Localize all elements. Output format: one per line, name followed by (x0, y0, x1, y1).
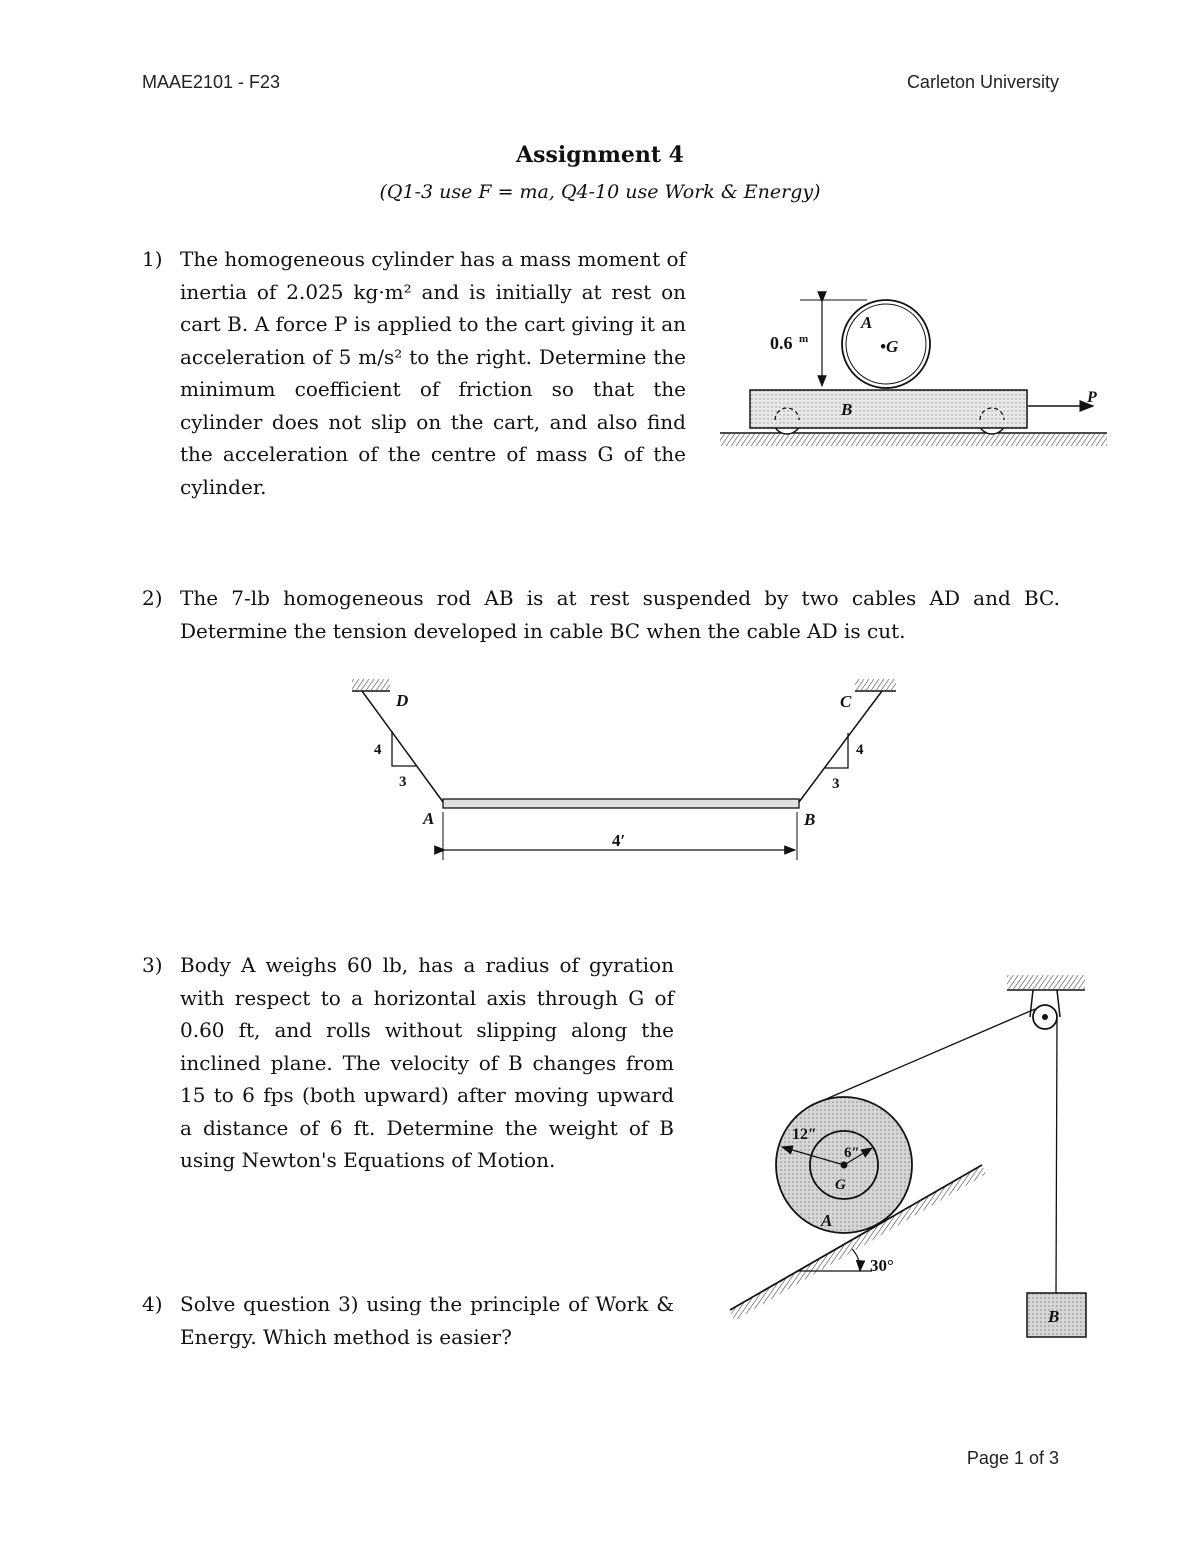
question-text: The homogeneous cylinder has a mass moment of inertia of 2.025 kg·m² and is initially at rest on cart B. A force P is applied to the cart giving it an acceleration of 5 m/s² to the right. Determine the minimum coefficient of friction so that the cylinder does not slip on the cart, and also find the acceleration of the centre of mass G of the cylinder. (180, 247, 686, 499)
page-subtitle: (Q1-3 use F = ma, Q4-10 use Work & Energy) (379, 181, 821, 203)
question-number: 4) (142, 1292, 163, 1316)
question-number: 2) (142, 586, 163, 610)
label-p: P (1087, 389, 1097, 406)
figure-incline-wheel (720, 965, 1100, 1345)
question-number: 3) (142, 953, 163, 977)
dimension-unit: m (799, 333, 809, 345)
question-text: The 7-lb homogeneous rod AB is at rest suspended by two cables AD and BC. Determine the tension developed in cable BC when the cable AD is cut. (180, 586, 1060, 643)
label-g: •G (880, 337, 899, 356)
label-b: B (841, 400, 853, 419)
left-slope-vertical: 4 (374, 742, 382, 758)
figure-suspended-rod (330, 670, 910, 870)
dimension-label: 0.6 (770, 333, 793, 353)
label-b: B (1048, 1307, 1060, 1326)
page-title: Assignment 4 (516, 142, 684, 168)
university-name: Carleton University (906, 72, 1059, 92)
course-code: MAAE2101 - F23 (142, 72, 281, 92)
label-a: A (821, 1211, 833, 1230)
label-c: C (840, 692, 852, 711)
question-text: Body A weighs 60 lb, has a radius of gyration with respect to a horizontal axis through G of 0.60 ft, and rolls without slipping along the inclined plane. The velocity of B changes from 15 to 6 fps (both upward) after moving upward a distance of 6 ft. Determine the weight of B using Newton's Equations of Motion. (180, 953, 674, 1172)
label-a: A (423, 809, 435, 828)
label-a: A (861, 313, 873, 332)
label-g: G (835, 1177, 846, 1193)
left-slope-horizontal: 3 (399, 774, 407, 790)
label-d: D (396, 691, 409, 710)
rod-length: 4′ (612, 831, 626, 850)
page-number: Page 1 of 3 (966, 1448, 1059, 1468)
question-text: Solve question 3) using the principle of Work & Energy. Which method is easier? (180, 1292, 674, 1349)
right-slope-horizontal: 3 (832, 776, 840, 792)
outer-radius-label: 12″ (792, 1126, 817, 1143)
label-b: B (804, 810, 816, 829)
question-number: 1) (142, 247, 163, 271)
incline-angle: 30° (870, 1256, 894, 1275)
figure-cylinder-cart (715, 290, 1115, 470)
inner-radius-label: 6″ (844, 1145, 860, 1161)
right-slope-vertical: 4 (856, 742, 864, 758)
